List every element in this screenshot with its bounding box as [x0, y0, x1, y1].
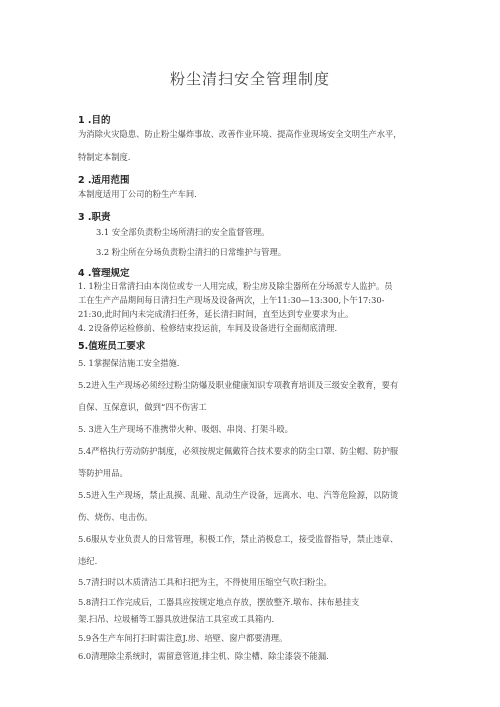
body-line: 架.扫吊、垃圾桶等工器具放进保洁工具室或工具箱内.	[78, 614, 275, 624]
body-line: 5. 3进入生产现场不准携带火种、吸烟、串岗、打架斗殴。	[78, 424, 293, 434]
body-line: 特制定本制度.	[78, 152, 131, 162]
section-heading-responsibilities: 3 .职责	[78, 212, 111, 223]
body-line: 违纪.	[78, 556, 98, 566]
section-heading-regulations: 4 .管理规定	[78, 268, 130, 279]
body-line: 为消除火灾隐患、防止粉尘爆炸事故、改善作业环境、提高作业现场安全文明生产水平，	[78, 129, 402, 139]
body-line: 4. 2设备停运检修前、检修结束投运前，车间及设备进行全面彻底清理.	[78, 323, 338, 333]
body-line: 5.5进入生产现场，禁止乱摸、乱碰、乱动生产设备，远离水、电、汽等危险源，以防烫	[78, 490, 399, 500]
body-line: 伤、烧伤、电击伤。	[78, 512, 153, 522]
body-line: 5.8清扫工作完成后，工器具应按规定地点存放，摆放整齐.墩布、抹布悬挂支	[78, 597, 360, 607]
section-heading-staff-requirements: 5.值班员工要求	[78, 341, 146, 352]
body-line: 5.4严格执行劳动防护制度，必须按规定佩戴符合技术要求的防尘口罩、防尘帽、防护服	[78, 446, 399, 456]
body-line: 5.6服从专业负责人的日常管理，积极工作，禁止消极怠工，接受监督指导，禁止违章、	[78, 534, 399, 544]
body-line: 5.9各生产车间打扫时需注意J.房、培壁、窗户都要清理。	[78, 633, 288, 643]
body-line: 等防护用品。	[78, 468, 128, 478]
body-line: 1. 1粉尘日常清扫由本岗位或专一人用完成，粉尘房及除尘器所在分场派专人监护。员	[78, 281, 393, 291]
body-line: 5.2进入生产现场必须经过粉尘防爆及职业健康知识专项教育培训及三级安全教育，要有	[78, 380, 399, 390]
body-line: 5.7清扫时以木质清洁工具和扫把为主，不得使用压缩空气吹扫粉尘。	[78, 577, 332, 587]
section-heading-purpose: 1 .目的	[78, 115, 111, 126]
body-line: 5. 1掌握保洁施工安全措施.	[78, 358, 180, 368]
list-item: 3.2 粉尘所在分场负责粉尘清扫的日常维护与管理。	[96, 247, 287, 257]
list-item: 3.1 安全部负责粉尘场所清扫的安全监督管理。	[96, 227, 270, 237]
body-line: 自保、互保意识，做到“四不伤害工	[78, 402, 207, 412]
body-line: 工在生产产品期间每日清扫生产现场及设备两次，上午11:30—13:300,卜午17:30-	[78, 295, 385, 305]
section-heading-scope: 2 .适用范围	[78, 175, 130, 186]
body-line: 本制度适用丁公司的粉生产车间.	[78, 189, 197, 199]
body-line: 6.0清理除尘系统时，需留意管道,排尘机、除尘槽、除尘漆袋不能漏.	[78, 651, 329, 661]
body-line: 21:30,此时间内未完成清扫任务，延长清扫时间，直至达到专业要求为止。	[78, 309, 354, 319]
document-title: 粉尘清扫安全管理制度	[169, 70, 330, 88]
